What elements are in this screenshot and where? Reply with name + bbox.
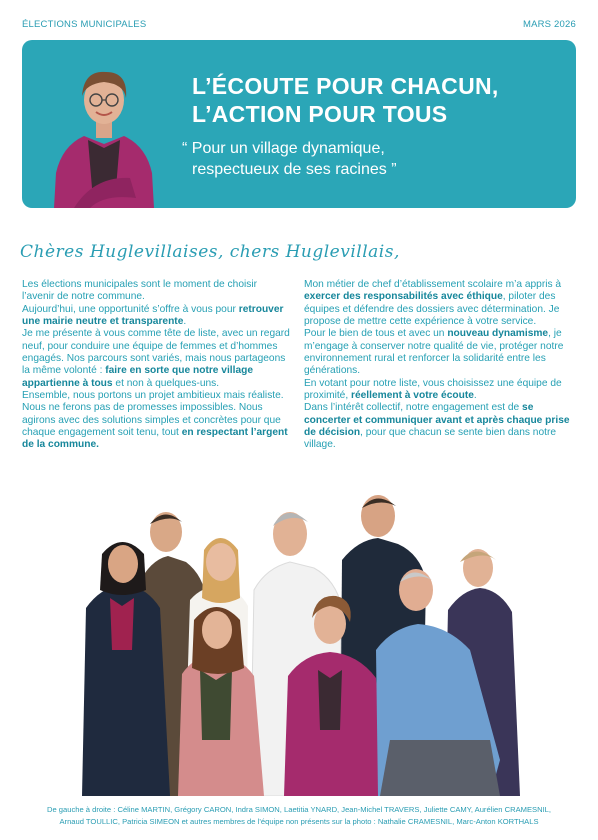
right-paragraph-1: Mon métier de chef d’établissement scolaire m’a appris à exercer des responsabilités avec éthique, piloter des équipes et défendre des dossiers avec détermination. Je propose de mettre cette expérience à votre service. — [304, 279, 562, 328]
left-paragraph-1: Les élections municipales sont le moment de choisir l’avenir de notre commune. — [22, 279, 257, 303]
left-column — [22, 279, 292, 452]
candidate-portrait — [44, 48, 164, 208]
team-photo — [60, 490, 538, 796]
right-paragraph-4: Dans l’intérêt collectif, notre engagement est de se concerter et communiquer avant et après chaque prise de décision, pour que chacun se sente bien dans notre village. — [304, 402, 570, 451]
quote-line-2: respectueux de ses racines ” — [192, 161, 397, 178]
right-column — [304, 279, 574, 452]
right-paragraph-2: Pour le bien de tous et avec un nouveau dynamisme, je m’engage à conserver notre qualité de vie, protéger notre environnement rural et renforcer la solidarité entre les générations. — [304, 328, 564, 377]
header-banner — [22, 40, 576, 208]
right-paragraph-3: En votant pour notre liste, vous choisissez une équipe de proximité, réellement à votre écoute. — [304, 377, 562, 402]
left-paragraph-2: Aujourd’hui, une opportunité s’offre à vous pour retrouver une mairie neutre et transparente. — [22, 303, 284, 328]
photo-caption-line-2: Arnaud TOULLIC, Patricia SIMEON et autres membres de l’équipe non présents sur la photo : Nathalie CRAMESNIL, Marc-Anton KORTHALS — [59, 817, 539, 826]
left-paragraph-3: Je me présente à vous comme tête de liste, avec un regard neuf, pour conduire une équipe de femmes et d’hommes engagés. Nos parcours sont variés, mais nous partageons la même volonté : faire en sorte que notre village appartienne à tous et non à quelques-uns. — [22, 328, 290, 389]
photo-caption-line-1: De gauche à droite : Céline MARTIN, Grégory CARON, Indra SIMON, Laetitia YNARD, Jean-Michel TRAVERS, Juliette CAMY, Aurélien CRAMESNIL, — [46, 805, 552, 814]
election-label: ÉLECTIONS MUNICIPALES — [22, 19, 147, 30]
headline-line-2: L’ACTION POUR TOUS — [192, 101, 448, 127]
quote-line-1: “ Pour un village dynamique, — [182, 140, 385, 157]
headline-line-1: L’ÉCOUTE POUR CHACUN, — [192, 73, 499, 99]
right-emphasis-1: exercer des responsabilités avec éthique — [304, 291, 503, 303]
date-label: MARS 2026 — [522, 19, 576, 30]
right-emphasis-3: réellement à votre écoute — [351, 390, 474, 402]
left-paragraph-4: Ensemble, nous portons un projet ambitieux mais réaliste. Nous ne ferons pas de promesses impossibles. Nous agirons avec des solutions simples et concrètes pour que chaque engagement soit tenu, tout en respectant l’argent de la commune. — [22, 390, 288, 451]
slogan-quote — [182, 138, 397, 180]
left-emphasis-3: en respectant l’argent de la commune. — [22, 427, 288, 451]
right-emphasis-2: nouveau dynamisme — [447, 328, 549, 340]
left-emphasis-2: faire en sorte que notre village appartienne à tous — [22, 365, 254, 389]
right-emphasis-4: se concerter et communiquer avant et après chaque prise de décision — [304, 402, 570, 439]
headline — [192, 72, 499, 128]
left-emphasis-1: retrouver une mairie neutre et transparente — [22, 303, 284, 328]
greeting: Chères Huglevillaises, chers Huglevillais, — [20, 242, 400, 262]
